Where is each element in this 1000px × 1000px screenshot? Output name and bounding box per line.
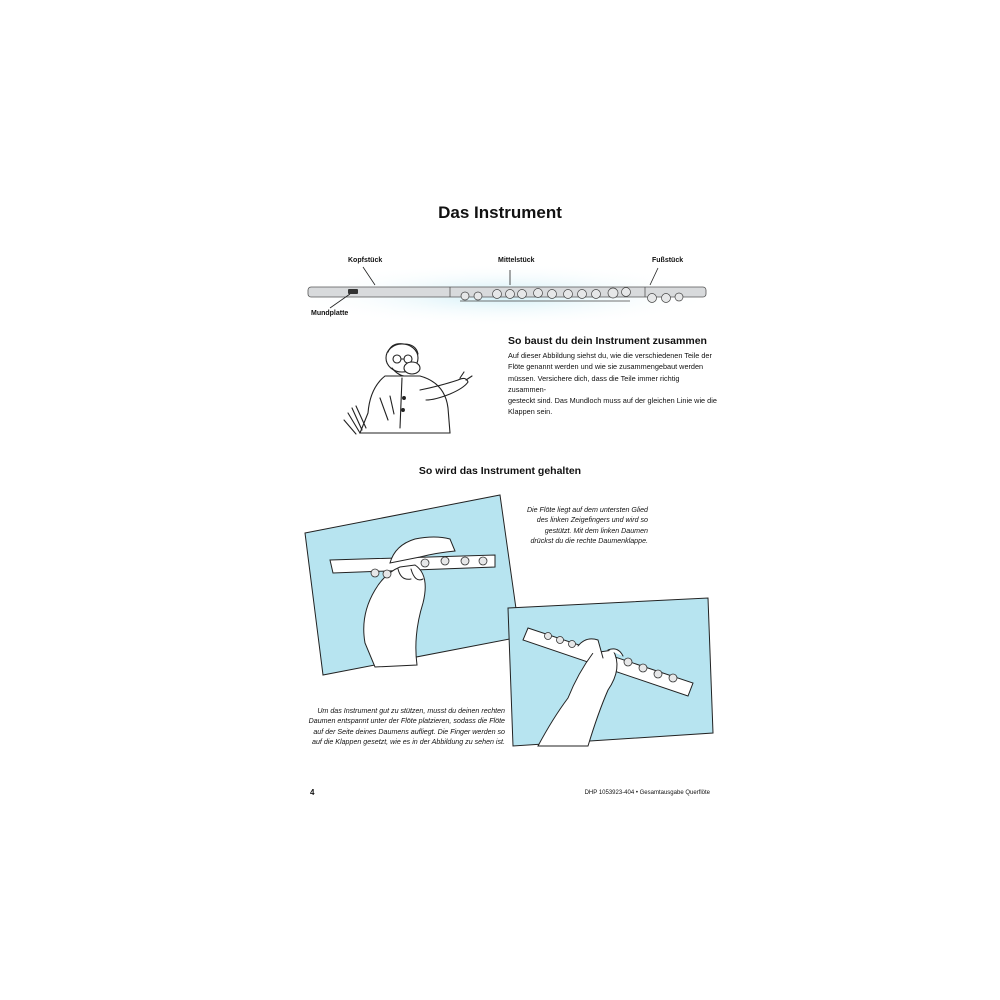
caption-right-line: des linken Zeigefingers und wird so — [536, 516, 648, 525]
assembly-line: müssen. Versichere dich, dass die Teile immer richtig zusammen- — [508, 373, 680, 394]
caption-right-line: gestützt. Mit dem linken Daumen — [544, 526, 648, 535]
caption-right — [508, 505, 648, 546]
assembly-line: Auf dieser Abbildung siehst du, wie die verschiedenen Teile der — [508, 351, 712, 360]
caption-right-line: Die Flöte liegt auf dem untersten Glied — [526, 506, 648, 514]
label-fussstueck: Fußstück — [652, 257, 684, 264]
assembly-line: Klappen sein. — [508, 407, 553, 417]
cartoon-teacher — [340, 338, 480, 438]
page-title: Das Instrument — [438, 203, 562, 222]
assembly-heading: So baust du dein Instrument zusammen — [508, 335, 707, 347]
assembly-text — [508, 350, 718, 418]
label-mundplatte: Mundplatte — [311, 310, 349, 317]
caption-left-line: auf die Klappen gesetzt, wie es in der Abbildung zu sehen ist. — [312, 737, 505, 746]
label-mittelstueck: Mittelstück — [498, 257, 535, 264]
illustration-right-hand — [508, 598, 713, 746]
left-hand-panel — [305, 495, 520, 675]
holding-heading: So wird das Instrument gehalten — [418, 465, 582, 477]
caption-right-line: drückst du die rechte Daumenklappe. — [530, 536, 648, 545]
caption-left-line: Um das Instrument gut zu stützen, musst du deinen rechten — [317, 707, 505, 715]
illustration-left-hand — [305, 495, 520, 675]
caption-left — [305, 706, 505, 747]
teacher-drawing — [340, 338, 480, 438]
caption-left-line: Daumen entspannt unter der Flöte platzieren, sodass die Flöte — [308, 717, 505, 726]
assembly-line: gesteckt sind. Das Mundloch muss auf der gleichen Linie wie die — [508, 396, 717, 406]
caption-left-line: auf der Seite deines Daumens aufliegt. Die Finger werden so — [313, 727, 505, 736]
label-kopfstueck: Kopfstück — [348, 257, 383, 264]
right-hand-panel — [508, 598, 713, 746]
page-number: 4 — [310, 788, 315, 797]
footer-reference: DHP 1053923-404 • Gesamtausgabe Querflöte — [584, 790, 710, 796]
assembly-line: Flöte genannt werden und wie sie zusammengebaut werden — [508, 362, 704, 372]
